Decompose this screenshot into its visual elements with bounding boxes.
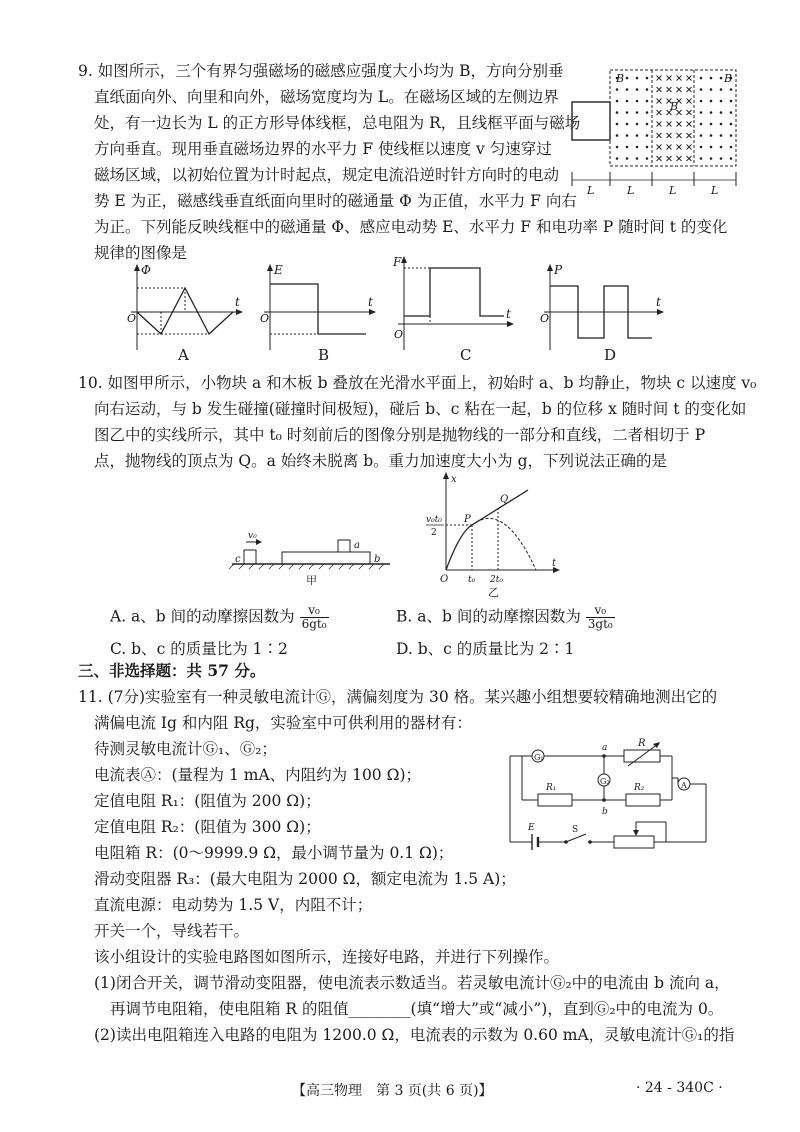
svg-text:t: t [368,295,373,309]
svg-text:O: O [260,312,270,325]
q11-line-1: 11. (7分)实验室有一种灵敏电流计Ⓖ，满偏刻度为 30 格。某兴趣小组想要较精确地测出它的 [78,688,718,706]
q10-line-2: 向右运动，与 b 发生碰撞(碰撞时间极短)，碰后 b、c 粘在一起，b 的位移 x 随时间 t 的变化如 [94,400,747,418]
q11-line-2: 满偏电流 Ig 和内阻 Rg，实验室中可供利用的器材有： [94,714,472,732]
svg-text:Φ: Φ [141,263,151,277]
q9-graph-D [538,262,668,358]
q10-option-D: D. b、c 的质量比为 2∶1 [396,640,575,658]
svg-text:2: 2 [431,528,437,538]
svg-text:O: O [540,312,550,325]
q9-field-figure [570,66,740,196]
svg-text:t₀: t₀ [468,575,476,585]
svg-text:v₀t₀: v₀t₀ [426,515,442,525]
svg-text:S: S [572,825,579,835]
svg-text:R₂: R₂ [634,783,645,793]
graph-caption-D: D [604,346,617,364]
block-a [338,540,350,552]
svg-text:t: t [506,307,511,321]
svg-text:2t₀: 2t₀ [490,575,503,585]
q11-line-3: 待测灵敏电流计Ⓖ₁、Ⓖ₂； [94,740,277,758]
q9-line-6: 势 E 为正，磁感线垂直纸面向里时的磁通量 Φ 为正值，水平力 F 向右 [94,192,577,210]
footer-page-info: 【高三物理 第 3 页(共 6 页)】 [292,1083,493,1099]
svg-text:b: b [374,554,381,565]
q10-option-A: A. a、b 间的动摩擦因数为 $\frac{\text{v₀}}{\text{6gt₀}}$ [110,603,327,631]
block-c [244,550,256,564]
svg-text:乙: 乙 [488,586,499,599]
svg-text:O: O [440,574,449,585]
svg-text:L: L [627,184,635,197]
svg-text:G₂: G₂ [600,777,610,786]
graph-caption-C: C [460,346,472,364]
q11-line-7: 电阻箱 R：(0～9999.9 Ω，最小调节量为 0.1 Ω)； [94,844,454,862]
q11-line-13: 再调节电阻箱，使电阻箱 R 的阻值________(填“增大”或“减小”)，直到Ⓖ₂中的电流为 0。 [110,1000,724,1018]
svg-text:c: c [235,554,241,565]
svg-text:P: P [464,514,471,525]
svg-text:L: L [711,184,719,197]
svg-text:R: R [638,738,646,749]
svg-text:E: E [528,823,535,833]
q11-line-5: 定值电阻 R₁：(阻值为 200 Ω)； [94,792,321,810]
svg-text:A: A [681,781,687,790]
svg-text:b: b [602,807,608,817]
svg-text:x: x [451,474,457,485]
q11-line-9: 直流电源：电动势为 1.5 V，内阻不计； [94,896,373,914]
q9-graph-A [125,262,245,358]
svg-text:甲: 甲 [306,574,317,587]
q9-line-3: 处，有一边长为 L 的正方形导体线框，总电阻为 R，且线框平面与磁场 [94,114,581,132]
q9-line-4: 方向垂直。现用垂直磁场边界的水平力 F 使线框以速度 v 匀速穿过 [94,140,552,158]
q11-line-6: 定值电阻 R₂：(阻值为 300 Ω)； [94,818,321,836]
q9-line-1: 9. 如图所示，三个有界匀强磁场的磁感应强度大小均为 B，方向分别垂 [78,62,564,80]
svg-text:L: L [669,184,677,197]
graph-caption-B: B [318,346,330,364]
svg-text:B: B [670,100,679,113]
q11-line-4: 电流表Ⓐ：(量程为 1 mA、内阻约为 100 Ω)； [94,766,421,784]
svg-text:t: t [552,558,557,569]
q9-line-7: 为正。下列能反映线框中的磁通量 Φ、感应电动势 E、水平力 F 和电功率 P 随时间 t 的变化 [94,218,728,236]
q10-option-C: C. b、c 的质量比为 1∶2 [110,640,288,658]
q10-figure-jia [226,528,396,588]
svg-text:F: F [393,255,402,269]
q11-line-10: 开关一个，导线若干。 [94,922,250,940]
square-coil [572,102,610,140]
resistor-r1 [538,794,572,806]
board-b [282,552,370,564]
q11-line-14: (2)读出电阻箱连入电路的电阻为 1200.0 Ω，电流表的示数为 0.60 mA，灵敏电流计Ⓖ₁的指 [94,1026,735,1044]
footer-exam-code: · 24 - 340C · [636,1080,723,1096]
svg-text:Q: Q [500,494,509,505]
q9-line-2: 直纸面向外、向里和向外，磁场宽度均为 L。在磁场区域的左侧边界 [94,88,559,106]
q10-line-1: 10. 如图甲所示，小物块 a 和木板 b 叠放在光滑水平面上，初始时 a、b 均静止，物块 c 以速度 v₀ [78,374,757,392]
q9-graph-B [258,262,378,358]
svg-text:a: a [354,540,360,551]
svg-text:t: t [235,295,240,309]
section-3-header: 三、非选择题：共 57 分。 [78,661,266,680]
q10-figure-yi [424,470,564,598]
svg-text:R₁: R₁ [546,783,557,793]
svg-text:v₀: v₀ [248,531,257,541]
svg-text:G₁: G₁ [534,753,544,762]
svg-text:L: L [587,184,595,197]
svg-text:E: E [274,263,283,277]
q9-graph-C [392,254,516,358]
q10-line-4: 点，抛物线的顶点为 Q。a 始终未脱离 b。重力加速度大小为 g，下列说法正确的是 [94,452,668,470]
q9-line-8: 规律的图像是 [94,244,188,262]
svg-text:a: a [602,743,608,753]
q11-circuit [496,736,726,860]
q10-line-3: 图乙中的实线所示，其中 t₀ 时刻前后的图像分别是抛物线的一部分和直线，二者相切于 P [94,426,706,444]
q11-line-11: 该小组设计的实验电路图如图所示，连接好电路，并进行下列操作。 [94,948,560,966]
svg-text:t: t [656,295,661,309]
svg-text:O: O [394,328,404,341]
svg-text:B: B [724,72,733,85]
resistor-r2 [626,794,660,806]
rheostat-r3 [614,836,654,848]
q9-line-5: 磁场区域，以初始位置为计时起点，规定电流沿逆时针方向时的电动 [94,166,560,184]
q11-line-8: 滑动变阻器 R₃：(最大电阻为 2000 Ω，额定电流为 1.5 A)； [94,870,516,888]
q10-option-B: B. a、b 间的动摩擦因数为 $\frac{\text{v₀}}{\text{3gt₀}}$ [396,603,613,631]
svg-text:O: O [127,312,137,325]
svg-text:P: P [554,263,563,277]
q11-line-12: (1)闭合开关，调节滑动变阻器，使电流表示数适当。若灵敏电流计Ⓖ₂中的电流由 b 流向 a， [94,974,730,992]
svg-text:B: B [616,72,625,85]
graph-caption-A: A [178,346,189,364]
